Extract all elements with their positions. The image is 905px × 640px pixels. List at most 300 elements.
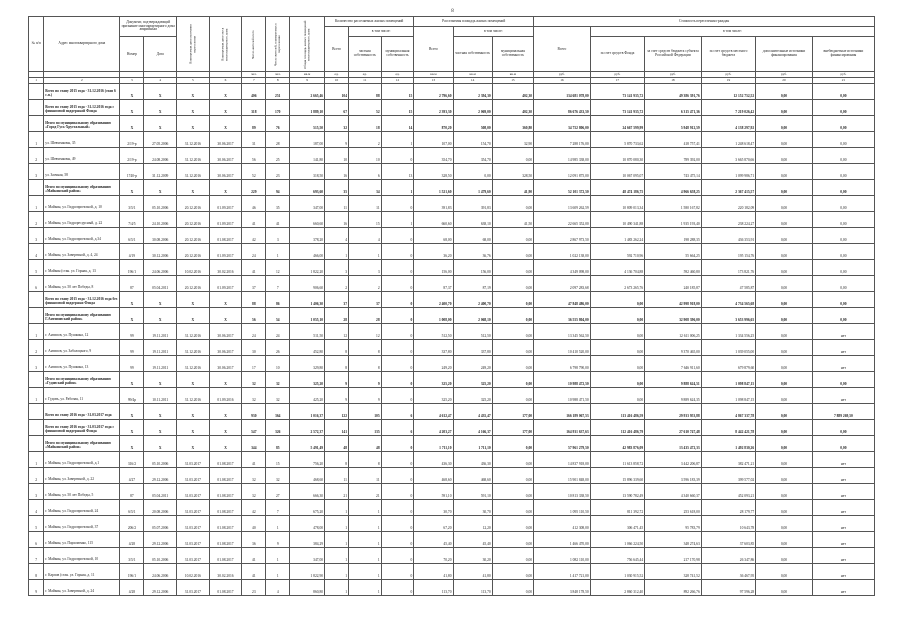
- col-doc-number: Номер: [120, 37, 144, 72]
- table-cell: 113,70: [453, 580, 492, 596]
- table-cell: 37 603,85: [701, 532, 755, 548]
- table-cell: 1 099 986,71: [701, 164, 755, 180]
- column-number-cell: 21: [812, 78, 874, 84]
- table-cell: 2 097 283,68: [534, 276, 591, 292]
- table-cell: 31.03.2017: [177, 468, 210, 484]
- table-cell: 30.06.2017: [209, 132, 242, 148]
- table-cell: 1: [266, 516, 290, 532]
- table-cell: 391,83: [453, 196, 492, 212]
- table-cell: 30.06.2017: [209, 340, 242, 356]
- table-cell: 4 138 297,92: [701, 116, 755, 132]
- table-cell: 1: [325, 500, 349, 516]
- table-cell: нет: [812, 564, 874, 580]
- table-cell: X: [177, 420, 210, 436]
- table-cell: 28: [325, 308, 349, 324]
- col-residents: Число жителей всего: [242, 17, 266, 72]
- table-cell: г. Антипов, ул. Заболоцкого, 9: [44, 340, 120, 356]
- table-cell: 0,00: [756, 164, 813, 180]
- col-cost-region: за счет средств бюджета субъекта Российской Федерации: [645, 37, 702, 72]
- table-cell: 05.10.2006: [144, 196, 177, 212]
- table-cell: 23: [266, 164, 290, 180]
- table-cell: 57 961 279,50: [534, 436, 591, 452]
- table-cell: 1 580 167,82: [645, 196, 702, 212]
- table-cell: 0,00: [756, 244, 813, 260]
- table-cell: X: [120, 292, 144, 308]
- column-number-cell: 3: [120, 78, 144, 84]
- table-cell: 73 141 935,72: [590, 84, 644, 100]
- table-cell: 2 867 973,50: [534, 228, 591, 244]
- table-cell: 16: [325, 164, 349, 180]
- table-cell: ул. Шевченковы, 49: [44, 148, 120, 164]
- column-number-cell: 6: [209, 78, 242, 84]
- col-rooms-municipal: муниципальная собственность: [381, 37, 414, 72]
- table-cell: 01.09.2017: [209, 212, 242, 228]
- column-number-cell: 15: [492, 78, 533, 84]
- table-cell: 20.12.2016: [177, 276, 210, 292]
- table-cell: 382 471,21: [701, 452, 755, 468]
- table-cell: 511,50: [290, 324, 325, 340]
- table-cell: 4 340 660,37: [645, 484, 702, 500]
- table-cell: 1 248 618,47: [701, 132, 755, 148]
- table-cell: 10 410 520,00: [534, 340, 591, 356]
- table-cell: 0: [381, 340, 414, 356]
- table-cell: 0,00: [756, 484, 813, 500]
- table-cell: 30,70: [453, 500, 492, 516]
- table-cell: 325,20: [414, 388, 453, 404]
- table-cell: 0,00: [590, 292, 644, 308]
- table-cell: 402,30: [492, 84, 533, 100]
- table-row: [29, 484, 875, 500]
- table-cell: X: [209, 308, 242, 324]
- table-cell: 870,20: [414, 116, 453, 132]
- table-cell: 12,20: [453, 516, 492, 532]
- col-rooms-incl: в том числе:: [348, 27, 413, 37]
- unit-cell: кв.м: [492, 72, 533, 78]
- table-cell: г. Карпов (стан. ул. Горная, д. 11: [44, 564, 120, 580]
- table-row: [29, 564, 875, 580]
- table-row: [29, 340, 875, 356]
- table-cell: 10: [325, 148, 349, 164]
- table-cell: 3 442 206,87: [645, 452, 702, 468]
- table-cell: 679 879,60: [701, 356, 755, 372]
- table-cell: 166 189 067,53: [534, 404, 591, 420]
- table-cell: 112 416 486,79: [590, 420, 644, 436]
- table-cell: 1 479,60: [453, 180, 492, 196]
- table-cell: X: [144, 84, 177, 100]
- table-cell: 436 353,91: [701, 228, 755, 244]
- table-cell: 41: [242, 212, 266, 228]
- table-cell: 1: [29, 388, 44, 404]
- table-cell: 17: [242, 356, 266, 372]
- table-cell: X: [209, 372, 242, 388]
- col-area-total-sub: Всего: [414, 27, 453, 72]
- table-cell: 31.12.2016: [177, 164, 210, 180]
- table-cell: 1 822,90: [290, 564, 325, 580]
- table-cell: 56: [242, 308, 266, 324]
- table-cell: 1 521,60: [414, 180, 453, 196]
- table-cell: Всего по этапу 2016 года - 31.03.2017 года с финансовой поддержкой Фонда: [44, 420, 120, 436]
- table-cell: 1 822,20: [290, 260, 325, 276]
- table-cell: X: [120, 180, 144, 196]
- table-cell: 1 098 847,15: [701, 388, 755, 404]
- table-cell: 45,40: [453, 532, 492, 548]
- table-cell: 31.03.2017: [177, 548, 210, 564]
- table-cell: 01.08.2017: [209, 468, 242, 484]
- table-cell: 328 741,52: [645, 564, 702, 580]
- col-cost-group: Стоимость переселения граждан: [534, 17, 875, 27]
- table-cell: 2 069,00: [453, 100, 492, 116]
- table-cell: 1740-р: [120, 164, 144, 180]
- table-cell: 05.10.2006: [144, 548, 177, 564]
- table-cell: 452 093,21: [701, 484, 755, 500]
- table-cell: 3/5/1: [120, 196, 144, 212]
- table-cell: 4 435,47: [453, 404, 492, 420]
- table-cell: нет: [812, 388, 874, 404]
- table-cell: 347,00: [290, 196, 325, 212]
- table-row: [29, 580, 875, 596]
- table-cell: 41,90: [492, 180, 533, 196]
- col-num: № п/п: [29, 17, 44, 72]
- table-cell: 354,70: [414, 148, 453, 164]
- table-cell: 0,00: [492, 276, 533, 292]
- table-cell: 0: [381, 580, 414, 596]
- table-cell: 10 809 013,34: [590, 196, 644, 212]
- table-cell: 756 645,44: [590, 548, 644, 564]
- col-cost-total: Всего: [534, 27, 591, 72]
- table-cell: 10 813 338,50: [534, 484, 591, 500]
- table-cell: 1: [381, 212, 414, 228]
- table-cell: 1: [266, 564, 290, 580]
- table-cell: 251: [266, 84, 290, 100]
- table-cell: 2/19-р: [120, 148, 144, 164]
- table-cell: 0,00: [590, 372, 644, 388]
- table-cell: 0,00: [812, 292, 874, 308]
- table-cell: 122: [325, 404, 349, 420]
- table-cell: X: [120, 84, 144, 100]
- table-cell: X: [177, 116, 210, 132]
- table-cell: 1: [325, 516, 349, 532]
- table-cell: 187,00: [290, 132, 325, 148]
- table-cell: 0,00: [756, 436, 813, 452]
- table-cell: 325,20: [453, 372, 492, 388]
- table-cell: 21: [348, 484, 381, 500]
- table-cell: 1: [29, 196, 44, 212]
- table-cell: 0,00: [756, 180, 813, 196]
- table-cell: 11: [325, 468, 349, 484]
- table-cell: г. Майкин (стан. ул. Горная, д. 13: [44, 260, 120, 276]
- table-cell: 27.05.2006: [144, 132, 177, 148]
- table-cell: [29, 84, 44, 100]
- table-cell: X: [209, 292, 242, 308]
- table-cell: 378,20: [290, 228, 325, 244]
- table-cell: 0,00: [756, 404, 813, 420]
- table-cell: 0: [381, 548, 414, 564]
- table-cell: Всего по этапу 2016 года - 31.03.2017 года: [44, 404, 120, 420]
- table-cell: г. Майкин, ул. Гидроресурсный, д. 22: [44, 212, 120, 228]
- table-cell: X: [120, 116, 144, 132]
- summary-row: [29, 404, 875, 420]
- table-cell: 15 901 848,00: [534, 468, 591, 484]
- table-cell: 52: [242, 164, 266, 180]
- table-cell: 52: [348, 100, 381, 116]
- table-cell: 12: [266, 260, 290, 276]
- table-cell: 05.04.2011: [144, 276, 177, 292]
- table-cell: 48 474 186,75: [590, 180, 644, 196]
- table-cell: 52 101 372,50: [534, 180, 591, 196]
- table-cell: 4 166,37: [453, 420, 492, 436]
- table-cell: нет: [812, 356, 874, 372]
- table-cell: 49 386 391,76: [645, 84, 702, 100]
- table-cell: 811 392,72: [590, 500, 644, 516]
- table-cell: 547: [242, 420, 266, 436]
- col-rooms-group: Количество расселяемых жилых помещений: [325, 17, 414, 27]
- table-cell: Итого по муниципальному образованию Г.Антиповский район»: [44, 308, 120, 324]
- table-cell: 0,00: [812, 164, 874, 180]
- table-cell: 177,00: [492, 404, 533, 420]
- table-cell: 1: [29, 132, 44, 148]
- table-cell: 1: [29, 324, 44, 340]
- table-cell: 238 224,27: [701, 212, 755, 228]
- table-cell: 3 653 996,65: [701, 308, 755, 324]
- table-cell: [29, 180, 44, 196]
- table-cell: 28: [348, 308, 381, 324]
- table-cell: 0: [381, 308, 414, 324]
- table-cell: 1 935 193,40: [645, 212, 702, 228]
- table-cell: X: [209, 180, 242, 196]
- table-cell: 756,20: [290, 452, 325, 468]
- table-cell: 01.09.2017: [209, 196, 242, 212]
- table-cell: 0: [381, 452, 414, 468]
- table-cell: 1: [266, 244, 290, 260]
- table-cell: 36 555 804,00: [534, 308, 591, 324]
- table-cell: 0: [381, 148, 414, 164]
- table-cell: 0: [381, 244, 414, 260]
- table-cell: X: [120, 436, 144, 452]
- table-cell: 328,50: [492, 164, 533, 180]
- table-row: [29, 276, 875, 292]
- table-cell: X: [144, 308, 177, 324]
- table-cell: X: [209, 404, 242, 420]
- col-area-incl: в том числе:: [453, 27, 534, 37]
- summary-row: [29, 84, 875, 100]
- table-cell: 0,00: [756, 388, 813, 404]
- table-cell: 37: [348, 292, 381, 308]
- column-number-cell: 11: [348, 78, 381, 84]
- table-cell: 0: [381, 292, 414, 308]
- table-cell: 135: [348, 420, 381, 436]
- table-cell: 7 219 026,42: [701, 100, 755, 116]
- table-cell: 10 870 080,30: [590, 148, 644, 164]
- table-cell: 13 435 472,33: [645, 436, 702, 452]
- table-cell: 0,00: [492, 452, 533, 468]
- table-cell: X: [177, 84, 210, 100]
- table-cell: 468,60: [414, 468, 453, 484]
- table-cell: 7: [266, 500, 290, 516]
- table-cell: 1 334 556,25: [701, 324, 755, 340]
- table-cell: 198 288,35: [645, 228, 702, 244]
- table-cell: 468,60: [453, 468, 492, 484]
- table-cell: 40: [242, 516, 266, 532]
- table-cell: X: [144, 100, 177, 116]
- table-cell: 41: [242, 564, 266, 580]
- summary-row: [29, 372, 875, 388]
- col-cost-local: за счет средств местного бюджета: [701, 37, 755, 72]
- table-cell: 99: [120, 340, 144, 356]
- table-cell: 87: [120, 484, 144, 500]
- col-cost-extra: дополнительные источники финансирования: [756, 37, 813, 72]
- table-cell: 31.03.2017: [177, 452, 210, 468]
- table-cell: 87,19: [453, 276, 492, 292]
- table-cell: 1: [348, 532, 381, 548]
- table-cell: 0,00: [812, 212, 874, 228]
- table-cell: 05.07.2006: [144, 516, 177, 532]
- table-cell: 1 098 847,15: [701, 372, 755, 388]
- column-number-cell: 19: [701, 78, 755, 84]
- table-cell: 41: [242, 260, 266, 276]
- table-cell: 42 983 876,09: [590, 436, 644, 452]
- table-cell: 2 068,10: [453, 308, 492, 324]
- table-cell: 6 315 471,36: [645, 100, 702, 116]
- table-cell: 67,20: [414, 516, 453, 532]
- table-cell: X: [209, 436, 242, 452]
- column-number-cell: 7: [242, 78, 266, 84]
- table-row: [29, 132, 875, 148]
- table-cell: 337,80: [414, 340, 453, 356]
- table-cell: 412 308,00: [534, 516, 591, 532]
- table-cell: 2 572,37: [290, 420, 325, 436]
- table-cell: 45,40: [414, 532, 453, 548]
- table-cell: 0,00: [756, 324, 813, 340]
- table-cell: 2: [348, 132, 381, 148]
- table-cell: X: [120, 420, 144, 436]
- table-cell: 1: [348, 516, 381, 532]
- table-cell: 32: [266, 372, 290, 388]
- table-cell: 18: [348, 116, 381, 132]
- table-cell: 0,00: [590, 388, 644, 404]
- table-cell: 141,80: [290, 148, 325, 164]
- col-address: Адрес многоквартирного дома: [44, 17, 120, 72]
- table-cell: 01.08.2017: [209, 452, 242, 468]
- table-cell: 592 710,96: [590, 244, 644, 260]
- table-cell: 391,83: [414, 196, 453, 212]
- table-cell: 141: [325, 420, 349, 436]
- table-cell: 660,60: [290, 212, 325, 228]
- table-cell: X: [177, 404, 210, 420]
- table-cell: 01.08.2017: [209, 228, 242, 244]
- table-cell: 19.11.2011: [144, 356, 177, 372]
- table-cell: 8: [325, 356, 349, 372]
- table-cell: 0,00: [756, 308, 813, 324]
- table-cell: 591,10: [414, 484, 453, 500]
- table-cell: 87,37: [414, 276, 453, 292]
- table-cell: 1 406,30: [290, 292, 325, 308]
- table-cell: X: [120, 100, 144, 116]
- table-cell: 41,80: [453, 564, 492, 580]
- table-cell: X: [120, 308, 144, 324]
- column-number-cell: 8: [266, 78, 290, 84]
- table-cell: 19.11.2011: [144, 324, 177, 340]
- table-cell: 3: [348, 260, 381, 276]
- table-cell: 2: [29, 212, 44, 228]
- table-cell: 76: [266, 116, 290, 132]
- table-cell: 35: [325, 180, 349, 196]
- table-cell: 15: [266, 452, 290, 468]
- table-cell: 316/2: [120, 452, 144, 468]
- table-cell: нет: [812, 580, 874, 596]
- table-cell: нет: [812, 500, 874, 516]
- table-cell: 32: [242, 484, 266, 500]
- table-cell: [29, 116, 44, 132]
- table-cell: ул. Шевченковы, 35: [44, 132, 120, 148]
- table-cell: 860,80: [290, 580, 325, 596]
- table-cell: Итого по муниципальному образованию «Майкинский район»: [44, 180, 120, 196]
- table-cell: 0,00: [812, 244, 874, 260]
- summary-row: [29, 308, 875, 324]
- table-cell: 25: [266, 148, 290, 164]
- table-cell: 31.12.2016: [177, 148, 210, 164]
- table-cell: 21: [325, 484, 349, 500]
- table-cell: 0,00: [756, 196, 813, 212]
- table-row: [29, 164, 875, 180]
- table-cell: 11: [348, 468, 381, 484]
- table-cell: 4/27: [120, 468, 144, 484]
- table-cell: 425,20: [290, 388, 325, 404]
- table-cell: 7 646 911,60: [645, 356, 702, 372]
- table-cell: 0: [381, 516, 414, 532]
- table-cell: 86: [266, 292, 290, 308]
- table-cell: 107,00: [414, 132, 453, 148]
- table-cell: 0,00: [492, 308, 533, 324]
- table-cell: 24.08.2006: [144, 148, 177, 164]
- table-cell: 156,00: [414, 260, 453, 276]
- table-cell: г. Гудовь, ул. Рабочая, 11: [44, 388, 120, 404]
- table-cell: 15: [381, 100, 414, 116]
- table-cell: 7: [29, 548, 44, 564]
- table-cell: [29, 100, 44, 116]
- table-cell: г. Антипов, ул. Пушкина, 12: [44, 324, 120, 340]
- table-cell: 6: [348, 164, 381, 180]
- table-cell: X: [177, 436, 210, 452]
- table-cell: 0,00: [453, 164, 492, 180]
- table-cell: 2 367 415,57: [701, 180, 755, 196]
- table-cell: 354,70: [453, 148, 492, 164]
- table-cell: 8: [325, 340, 349, 356]
- table-cell: 512,50: [453, 324, 492, 340]
- table-cell: 0,00: [590, 356, 644, 372]
- table-cell: X: [120, 404, 144, 420]
- table-cell: 4 734 565,68: [701, 292, 755, 308]
- table-cell: 8: [348, 452, 381, 468]
- table-cell: 27: [266, 484, 290, 500]
- table-cell: 1: [348, 500, 381, 516]
- table-cell: 10 067 095,07: [590, 164, 644, 180]
- table-cell: 7 288 176,00: [534, 132, 591, 148]
- table-cell: 1 082 110,00: [534, 548, 591, 564]
- table-cell: 87: [120, 276, 144, 292]
- summary-row: [29, 436, 875, 452]
- col-cost-incl: в том числе:: [590, 27, 874, 37]
- table-cell: 32: [266, 388, 290, 404]
- table-cell: 26: [266, 340, 290, 356]
- col-plan-demolish: Планируемая дата сноса многоквартирного дома: [209, 17, 242, 72]
- table-cell: 0,00: [756, 564, 813, 580]
- table-cell: X: [177, 372, 210, 388]
- table-cell: 0: [381, 388, 414, 404]
- table-cell: 4 136 704,88: [590, 260, 644, 276]
- table-cell: 0,00: [492, 228, 533, 244]
- table-cell: 2 796,60: [414, 84, 453, 100]
- table-cell: 156,00: [453, 260, 492, 276]
